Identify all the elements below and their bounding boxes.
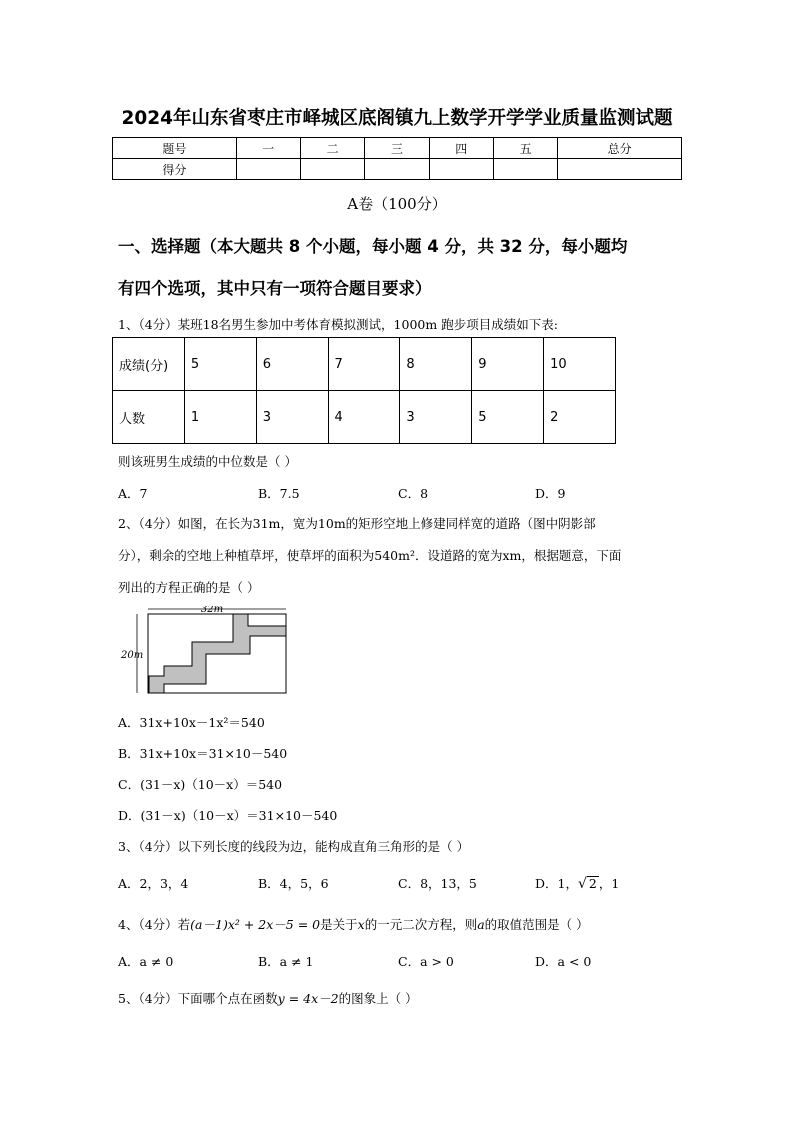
q4-text: 是关于 xyxy=(320,917,358,932)
q3-option-a: A．2，3，4 xyxy=(118,876,189,891)
part-a-heading: A卷（100分） xyxy=(347,195,447,213)
score-row-header xyxy=(113,138,682,159)
q2-option-a: A．31x+10x－1x²＝540 xyxy=(118,715,265,730)
question-5-stem xyxy=(118,989,418,1007)
question-3-stem: 3、（4分）以下列长度的线段为边，能构成直角三角形的是（ ） xyxy=(118,839,470,854)
score-table xyxy=(112,137,682,180)
q3-option-d-suffix: ，1 xyxy=(598,876,620,891)
q4-var-x: x xyxy=(357,917,365,932)
page-title: 2024年山东省枣庄市峄城区底阁镇九上数学开学学业质量监测试题 xyxy=(121,108,673,129)
q4-option-b: B．a ≠ 1 xyxy=(258,954,314,969)
score-cell: 一 xyxy=(236,138,300,159)
score-cell: 四 xyxy=(429,138,493,159)
q4-text: 的一元二次方程，则 xyxy=(364,917,478,932)
score-cell xyxy=(558,159,682,180)
table-cell: 1 xyxy=(184,391,256,444)
question-2-line2: 分），剩余的空地上种植草坪，使草坪的面积为540m²．设道路的宽为xm，根据题意，下面 xyxy=(118,548,622,563)
height-label: 20m xyxy=(121,650,144,661)
score-cell: 五 xyxy=(493,138,557,159)
table-cell: 成绩(分) xyxy=(113,338,185,391)
road-diagram xyxy=(120,606,290,698)
q5-text: 5、（4分）下面哪个点在函数 xyxy=(118,991,278,1006)
q4-text: 4、（4分）若 xyxy=(118,917,191,932)
q2-option-d: D．(31－x)（10－x）＝31×10－540 xyxy=(118,808,338,823)
q1-option-d: D．9 xyxy=(535,486,566,501)
q4-option-a: A．a ≠ 0 xyxy=(118,954,174,969)
score-cell xyxy=(365,159,429,180)
score-cell: 题号 xyxy=(113,138,237,159)
question-4-stem xyxy=(118,915,589,933)
q2-option-c: C．(31－x)（10－x）＝540 xyxy=(118,777,283,792)
q1-option-c: C．8 xyxy=(398,486,429,501)
table-cell: 8 xyxy=(400,338,472,391)
q3-option-b: B．4，5，6 xyxy=(258,876,329,891)
score-cell: 三 xyxy=(365,138,429,159)
q1-option-b: B．7.5 xyxy=(258,486,300,501)
table-cell: 9 xyxy=(472,338,544,391)
q5-text: 的图象上（ ） xyxy=(338,991,418,1006)
q3-option-d-prefix: D．1， xyxy=(535,876,578,891)
table-row xyxy=(113,338,616,391)
q1-option-a: A．7 xyxy=(118,486,148,501)
table-cell: 2 xyxy=(544,391,616,444)
q2-option-b: B．31x+10x＝31×10－540 xyxy=(118,746,288,761)
score-cell xyxy=(493,159,557,180)
q3-option-c: C．8，13，5 xyxy=(398,876,477,891)
score-cell: 得分 xyxy=(113,159,237,180)
q4-option-d: D．a < 0 xyxy=(535,954,592,969)
score-row-values xyxy=(113,159,682,180)
question-1-prompt: 则该班男生成绩的中位数是（ ） xyxy=(118,454,297,469)
score-cell: 二 xyxy=(300,138,364,159)
q3-option-d: D．1，√ 2 ，1 xyxy=(535,876,620,892)
score-cell: 总分 xyxy=(558,138,682,159)
table-cell: 6 xyxy=(256,338,328,391)
table-cell: 7 xyxy=(328,338,400,391)
q5-equation: y = 4x－2 xyxy=(277,991,339,1006)
question-2-line3: 列出的方程正确的是（ ） xyxy=(118,580,260,595)
sqrt-radicand: 2 xyxy=(588,876,597,891)
section-heading-line2: 有四个选项，其中只有一项符合题目要求） xyxy=(118,279,432,298)
width-label: 32m xyxy=(200,606,224,615)
q4-text: 的取值范围是（ ） xyxy=(484,917,589,932)
table-cell: 3 xyxy=(256,391,328,444)
q4-equation: (a－1)x² + 2x－5 = 0 xyxy=(190,917,321,932)
score-cell xyxy=(236,159,300,180)
section-heading-line1: 一、选择题（本大题共 8 个小题，每小题 4 分，共 32 分，每小题均 xyxy=(118,237,628,256)
table-cell: 4 xyxy=(328,391,400,444)
table-cell: 人数 xyxy=(113,391,185,444)
table-row xyxy=(113,391,616,444)
score-distribution-table xyxy=(112,337,616,444)
q4-option-c: C．a > 0 xyxy=(398,954,454,969)
question-2-line1: 2、（4分）如图，在长为31m，宽为10m的矩形空地上修建同样宽的道路（图中阴影部 xyxy=(118,516,596,531)
table-cell: 10 xyxy=(544,338,616,391)
table-cell: 3 xyxy=(400,391,472,444)
q4-var-a: a xyxy=(477,917,485,932)
score-cell xyxy=(300,159,364,180)
question-1-stem: 1、（4分）某班18名男生参加中考体育模拟测试，1000m 跑步项目成绩如下表: xyxy=(118,317,558,332)
table-cell: 5 xyxy=(472,391,544,444)
table-cell: 5 xyxy=(184,338,256,391)
score-cell xyxy=(429,159,493,180)
